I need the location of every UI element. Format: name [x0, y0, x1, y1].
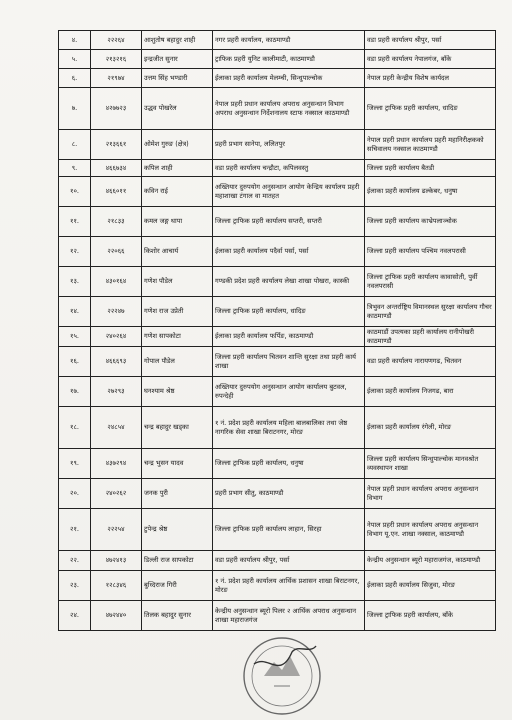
employee-name: डिल्ली राज सापकोटा [142, 551, 213, 571]
symbol-number: २७२९३ [91, 377, 142, 407]
serial-number: १०. [59, 177, 91, 207]
table-row [59, 177, 496, 207]
current-office: जिल्ला प्रहरी कार्यालय चितवन शान्ति सुरक्षा तथा प्रहरी कार्य शाखा [213, 347, 365, 377]
serial-number: ६. [59, 69, 91, 88]
serial-number: ५. [59, 50, 91, 69]
symbol-number: २४८५४ [91, 407, 142, 449]
table-row [59, 327, 496, 347]
transfer-office: जिल्ला प्रहरी कार्यालय बैतडी [365, 160, 496, 177]
current-office: अख्तियार दुरुपयोग अनुसन्धान आयोग केन्द्रिय कार्यालय प्रहरी महाशाखा टंगाल वा मातहत [213, 177, 365, 207]
transfer-office: ईलाका प्रहरी कार्यालय ढल्केबर, धनुषा [365, 177, 496, 207]
transfer-office: ईलाका प्रहरी कार्यालय रंगेली, मोरङ [365, 407, 496, 449]
serial-number: १२. [59, 237, 91, 267]
table-row [59, 571, 496, 601]
transfer-office: वडा प्रहरी कार्यालय नारायणगढ, चितवन [365, 347, 496, 377]
transfer-office: नेपाल प्रहरी प्रधान कार्यालय प्रहरी महानिरीक्षकको सचिवालय नक्साल काठमाण्डौ [365, 130, 496, 160]
serial-number: १४. [59, 297, 91, 327]
transfer-office: जिल्ला प्रहरी कार्यालय पश्चिम नवलपरासी [365, 237, 496, 267]
serial-number: ८. [59, 130, 91, 160]
table-row [59, 267, 496, 297]
employee-name: इन्द्रजीत सुनार [142, 50, 213, 69]
table-row [59, 88, 496, 130]
employee-name: चन्द्र भुसन यादव [142, 449, 213, 479]
serial-number: १९. [59, 449, 91, 479]
employee-name: गणेश सापकोटा [142, 327, 213, 347]
transfer-office: नेपाल प्रहरी प्रधान कार्यालय अपराध अनुसन्धान विभाग [365, 479, 496, 509]
symbol-number: २२२४७ [91, 297, 142, 327]
employee-name: ओमेश गुरुङ (क्षेत्र) [142, 130, 213, 160]
table-row [59, 509, 496, 551]
employee-name: कपिल शाही [142, 160, 213, 177]
symbol-number: २१९७४ [91, 69, 142, 88]
table-row [59, 347, 496, 377]
table-row [59, 69, 496, 88]
table-row [59, 449, 496, 479]
transfer-office: काठमाडौं उपत्यका प्रहरी कार्यालय रानीपोखरी काठमाण्डौ [365, 327, 496, 347]
serial-number: २३. [59, 571, 91, 601]
current-office: वडा प्रहरी कार्यालय श्रीपुर, पर्सा [213, 551, 365, 571]
serial-number: २२. [59, 551, 91, 571]
employee-name: गणेश राज उप्रेती [142, 297, 213, 327]
employee-name: बुध्दिराज गिरी [142, 571, 213, 601]
current-office: जिल्ला ट्राफिक प्रहरी कार्यालय लाहान, सिरहा [213, 509, 365, 551]
symbol-number: २२२६४ [91, 31, 142, 50]
current-office: प्रहरी प्रभाग सीतु, काठमाण्डौ [213, 479, 365, 509]
symbol-number: ४६६०११ [91, 177, 142, 207]
symbol-number: २४०२६४ [91, 327, 142, 347]
employee-name: आशुतोष बहादुर शाही [142, 31, 213, 50]
current-office: ईलाका प्रहरी कार्यालय मेलम्ची, सिन्धुपाल्चोक [213, 69, 365, 88]
symbol-number: २१३२१६ [91, 50, 142, 69]
serial-number: १५. [59, 327, 91, 347]
employee-name: उत्तम सिंह भण्डारी [142, 69, 213, 88]
transfer-office: जिल्ला प्रहरी कार्यालय काभ्रेपलाञ्चोक [365, 207, 496, 237]
current-office: अख्तियार दुरुपयोग अनुसन्धान आयोग कार्यालय बुटवल, रुपन्देही [213, 377, 365, 407]
serial-number: ११. [59, 207, 91, 237]
symbol-number: ४२७७२३ [91, 88, 142, 130]
transfer-office: नेपाल प्रहरी केन्द्रीय विशेष कार्यदल [365, 69, 496, 88]
employee-name: कविन राई [142, 177, 213, 207]
serial-number: २१. [59, 509, 91, 551]
current-office: जिल्ला ट्राफिक प्रहरी कार्यालय, धनुषा [213, 449, 365, 479]
current-office: १ नं. प्रदेश प्रहरी कार्यालय महिला बालबालिका तथा जेष्ठ नागरिक सेवा शाखा बिराटनगर, मोरङ [213, 407, 365, 449]
serial-number: ४. [59, 31, 91, 50]
table-row [59, 407, 496, 449]
symbol-number: ४३७२९४ [91, 449, 142, 479]
serial-number: १७. [59, 377, 91, 407]
employee-name: उद्धव पोखरेल [142, 88, 213, 130]
symbol-number: ४७२४४० [91, 601, 142, 631]
table-row [59, 31, 496, 50]
employee-name: गोपाल पौडेल [142, 347, 213, 377]
transfer-office: जिल्ला ट्राफिक प्रहरी कार्यालय, धादिङ [365, 88, 496, 130]
employee-name: कमल जङ्ग थापा [142, 207, 213, 237]
current-office: वडा प्रहरी कार्यालय चन्द्रौटा, कपिलवस्तु [213, 160, 365, 177]
transfer-office: ईलाका प्रहरी कार्यालय सिजुवा, मोरङ [365, 571, 496, 601]
employee-name: जनक पुरी [142, 479, 213, 509]
table-row [59, 297, 496, 327]
transfer-table [58, 30, 496, 631]
table-row [59, 377, 496, 407]
transfer-table-body [59, 31, 496, 631]
symbol-number: २२०६६ [91, 237, 142, 267]
transfer-office: जिल्ला प्रहरी कार्यालय सिन्धुपाल्चोक मानवश्रोत व्यवस्थापन शाखा [365, 449, 496, 479]
symbol-number: ४६६७३४ [91, 160, 142, 177]
table-row [59, 551, 496, 571]
current-office: केन्द्रीय अनुसन्धान ब्यूरो पिलर २ आर्थिक अपराध अनुसन्धान शाखा महाराजगंज [213, 601, 365, 631]
serial-number: १३. [59, 267, 91, 297]
employee-name: टुपेन्द्र श्रेष्ठ [142, 509, 213, 551]
current-office: नेपाल प्रहरी प्रधान कार्यालय अपराध अनुसन्धान विभाग अपराध अनुसन्धान निर्देशनालय स्टाफ नक्साल काठमाण्डौ [213, 88, 365, 130]
transfer-office: जिल्ला ट्राफिक प्रहरी कार्यालय कावासोती, पुर्वी नवलपरासी [365, 267, 496, 297]
transfer-office: वडा प्रहरी कार्यालय नेपालगंज, बाँके [365, 50, 496, 69]
serial-number: २०. [59, 479, 91, 509]
transfer-office: जिल्ला ट्राफिक प्रहरी कार्यालय, बाँके [365, 601, 496, 631]
transfer-office: नेपाल प्रहरी प्रधान कार्यालय अपराध अनुसन्धान विभाग यू.एन. शाखा नक्साल, काठमाण्डौ [365, 509, 496, 551]
serial-number: १६. [59, 347, 91, 377]
current-office: १ नं. प्रदेश प्रहरी कार्यालय आर्थिक प्रशासन शाखा बिराटनगर, मोरङ [213, 571, 365, 601]
current-office: नगर प्रहरी कार्यालय, काठमाण्डौ [213, 31, 365, 50]
official-seal-stamp [234, 624, 330, 720]
current-office: गण्डकी प्रदेश प्रहरी कार्यालय लेखा शाखा पोखरा, कास्की [213, 267, 365, 297]
table-row [59, 479, 496, 509]
employee-name: घनश्याम श्रेष्ठ [142, 377, 213, 407]
symbol-number: २४०२६२ [91, 479, 142, 509]
table-row [59, 130, 496, 160]
symbol-number: ४३०१६४ [91, 267, 142, 297]
serial-number: ७. [59, 88, 91, 130]
serial-number: ९. [59, 160, 91, 177]
current-office: ईलाका प्रहरी कार्यालय फर्पिङ, काठमाण्डौ [213, 327, 365, 347]
table-row [59, 50, 496, 69]
transfer-office: केन्द्रीय अनुसन्धान ब्यूरो महाराजगंज, काठमाण्डौ [365, 551, 496, 571]
table-row [59, 160, 496, 177]
employee-name: तिलक बहादुर सुनार [142, 601, 213, 631]
employee-name: गणेश पौडेल [142, 267, 213, 297]
symbol-number: १२८३४६ [91, 571, 142, 601]
table-row [59, 207, 496, 237]
current-office: ईलाका प्रहरी कार्यालय पदैर्वा पर्सा, पर्सा [213, 237, 365, 267]
symbol-number: ४७२४१३ [91, 551, 142, 571]
symbol-number: २१८३३ [91, 207, 142, 237]
current-office: ट्राफिक प्रहरी युनिट कालीमाटी, काठमाण्डौ [213, 50, 365, 69]
serial-number: १८. [59, 407, 91, 449]
current-office: प्रहरी प्रभाग सानेपा, ललितपुर [213, 130, 365, 160]
symbol-number: ४६६६९३ [91, 347, 142, 377]
current-office: जिल्ला ट्राफिक प्रहरी कार्यालय सप्तरी, सप्तरी [213, 207, 365, 237]
transfer-office: त्रिभुवन अन्तर्राष्ट्रिय विमानस्थल सुरक्षा कार्यालय गौचर काठमाण्डौ [365, 297, 496, 327]
employee-name: चन्द्र बहादुर खड्का [142, 407, 213, 449]
symbol-number: २१३६६१ [91, 130, 142, 160]
symbol-number: २२२५४ [91, 509, 142, 551]
transfer-office: वडा प्रहरी कार्यालय श्रीपुर, पर्सा [365, 31, 496, 50]
current-office: जिल्ला ट्राफिक प्रहरी कार्यालय, धादिङ [213, 297, 365, 327]
serial-number: २४. [59, 601, 91, 631]
employee-name: किशोर आचार्य [142, 237, 213, 267]
table-row [59, 237, 496, 267]
transfer-office: ईलाका प्रहरी कार्यालय निजगढ, बारा [365, 377, 496, 407]
